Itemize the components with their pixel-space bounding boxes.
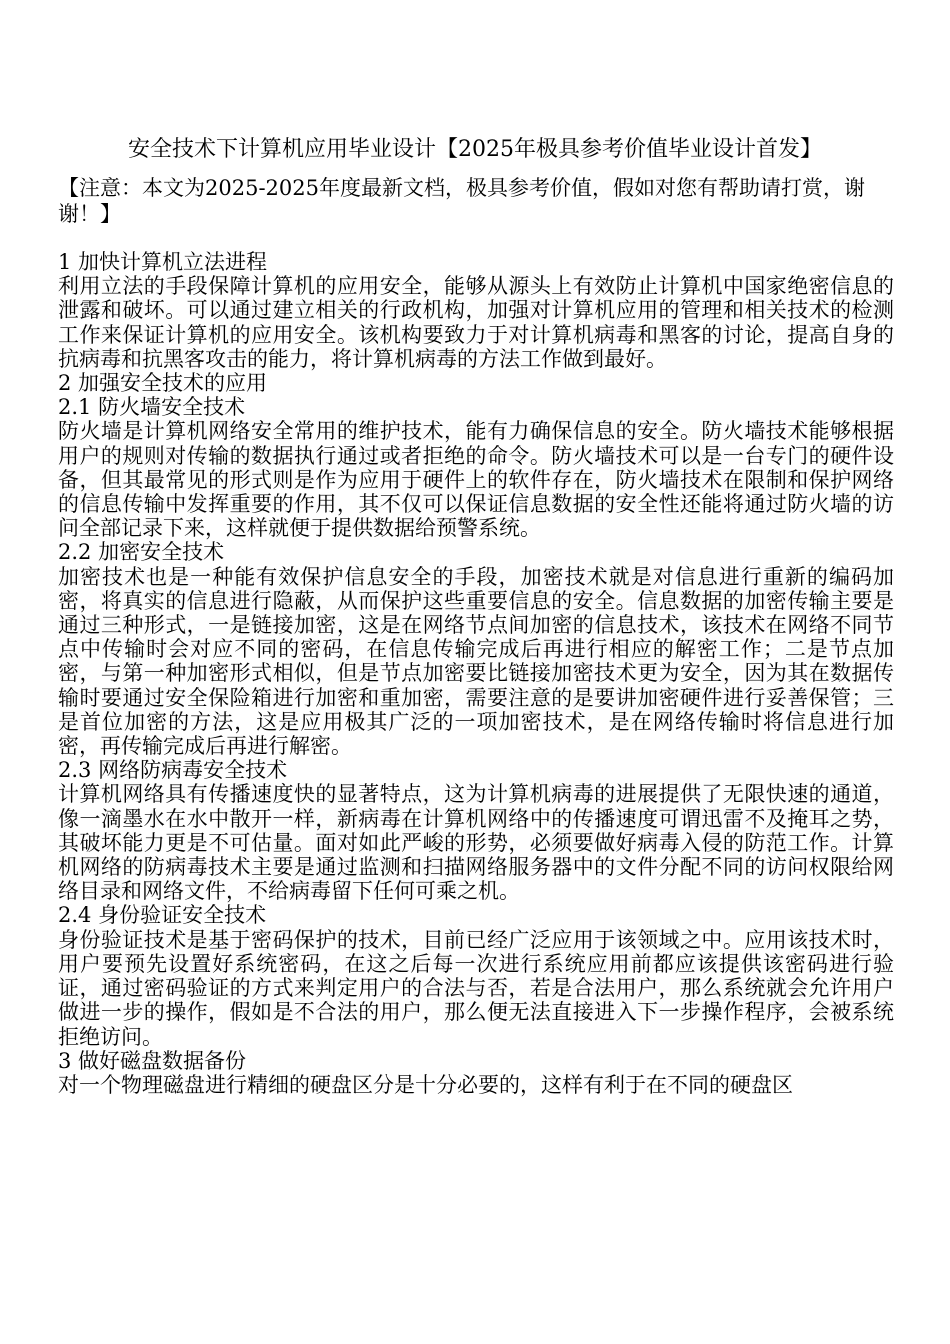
section-paragraph-2-1: 防火墙是计算机网络安全常用的维护技术，能有力确保信息的安全。防火墙技术能够根据用户的规则对传输的数据执行通过或者拒绝的命令。防火墙技术可以是一台专门的硬件设备，但其最常见的形式则是作为应用于硬件上的软件存在，防火墙技术在限制和保护网络的信息传输中发挥重要的作用，其不仅可以保证信息数据的安全性还能将通过防火墙的访问全部记录下来，这样就便于提供数据给预警系统。	[58, 419, 894, 541]
section-heading-1: 1 加快计算机立法进程	[58, 250, 268, 274]
section-heading-2: 2 加强安全技术的应用	[58, 371, 268, 396]
document-title: 安全技术下计算机应用毕业设计【2025年极具参考价值毕业设计首发】	[128, 137, 822, 162]
section-paragraph-2-2: 加密技术也是一种能有效保护信息安全的手段，加密技术就是对信息进行重新的编码加密，将真实的信息进行隐蔽，从而保护这些重要信息的安全。信息数据的加密传输主要是通过三种形式，一是链接加密，这是在网络节点间加密的信息技术，该技术在网络不同节点中传输时会对应不同的密码，在信息传输完成后再进行相应的解密工作；二是节点加密，与第一种加密形式相似，但是节点加密要比链接加密技术更为安全，因为其在数据传输时要通过安全保险箱进行加密和重加密，需要注意的是要讲加密硬件进行妥善保管；三是首位加密的方法，这是应用极其广泛的一项加密技术，是在网络传输时将信息进行加密，再传输完成后再进行解密。	[58, 564, 894, 759]
document-body	[58, 250, 894, 1097]
section-paragraph-2-4: 身份验证技术是基于密码保护的技术，目前已经广泛应用于该领域之中。应用该技术时，用户要预先设置好系统密码，在这之后每一次进行系统应用前都应该提供该密码进行验证，通过密码验证的方式来判定用户的合法与否，若是合法用户，那么系统就会允许用户做进一步的操作，假如是不合法的用户，那么便无法直接进入下一步操作程序，会被系统拒绝访问。	[58, 927, 894, 1049]
section-paragraph-3: 对一个物理磁盘进行精细的硬盘区分是十分必要的，这样有利于在不同的硬盘区	[58, 1072, 793, 1097]
section-heading-2-2: 2.2 加密安全技术	[58, 540, 225, 565]
section-heading-2-3: 2.3 网络防病毒安全技术	[58, 758, 288, 783]
section-heading-3: 3 做好磁盘数据备份	[58, 1048, 247, 1073]
section-paragraph-2-3: 计算机网络具有传播速度快的显著特点，这为计算机病毒的进展提供了无限快速的通道，像一滴墨水在水中散开一样，新病毒在计算机网络中的传播速度可谓迅雷不及掩耳之势，其破坏能力更是不可估量。面对如此严峻的形势，必须要做好病毒入侵的防范工作。计算机网络的防病毒技术主要是通过监测和扫描网络服务器中的文件分配不同的访问权限给网络目录和网络文件，不给病毒留下任何可乘之机。	[58, 782, 894, 904]
notice-text: 【注意：本文为2025-2025年度最新文档，极具参考价值，假如对您有帮助请打赏，谢谢！】	[58, 176, 865, 226]
section-heading-2-4: 2.4 身份验证安全技术	[58, 903, 267, 928]
section-heading-2-1: 2.1 防火墙安全技术	[58, 395, 246, 420]
section-paragraph-1: 利用立法的手段保障计算机的应用安全，能够从源头上有效防止计算机中国家绝密信息的泄露和破坏。可以通过建立相关的行政机构，加强对计算机应用的管理和相关技术的检测工作来保证计算机的应用安全。该机构要致力于对计算机病毒和黑客的讨论，提高自身的抗病毒和抗黑客攻击的能力，将计算机病毒的方法工作做到最好。	[58, 274, 894, 371]
